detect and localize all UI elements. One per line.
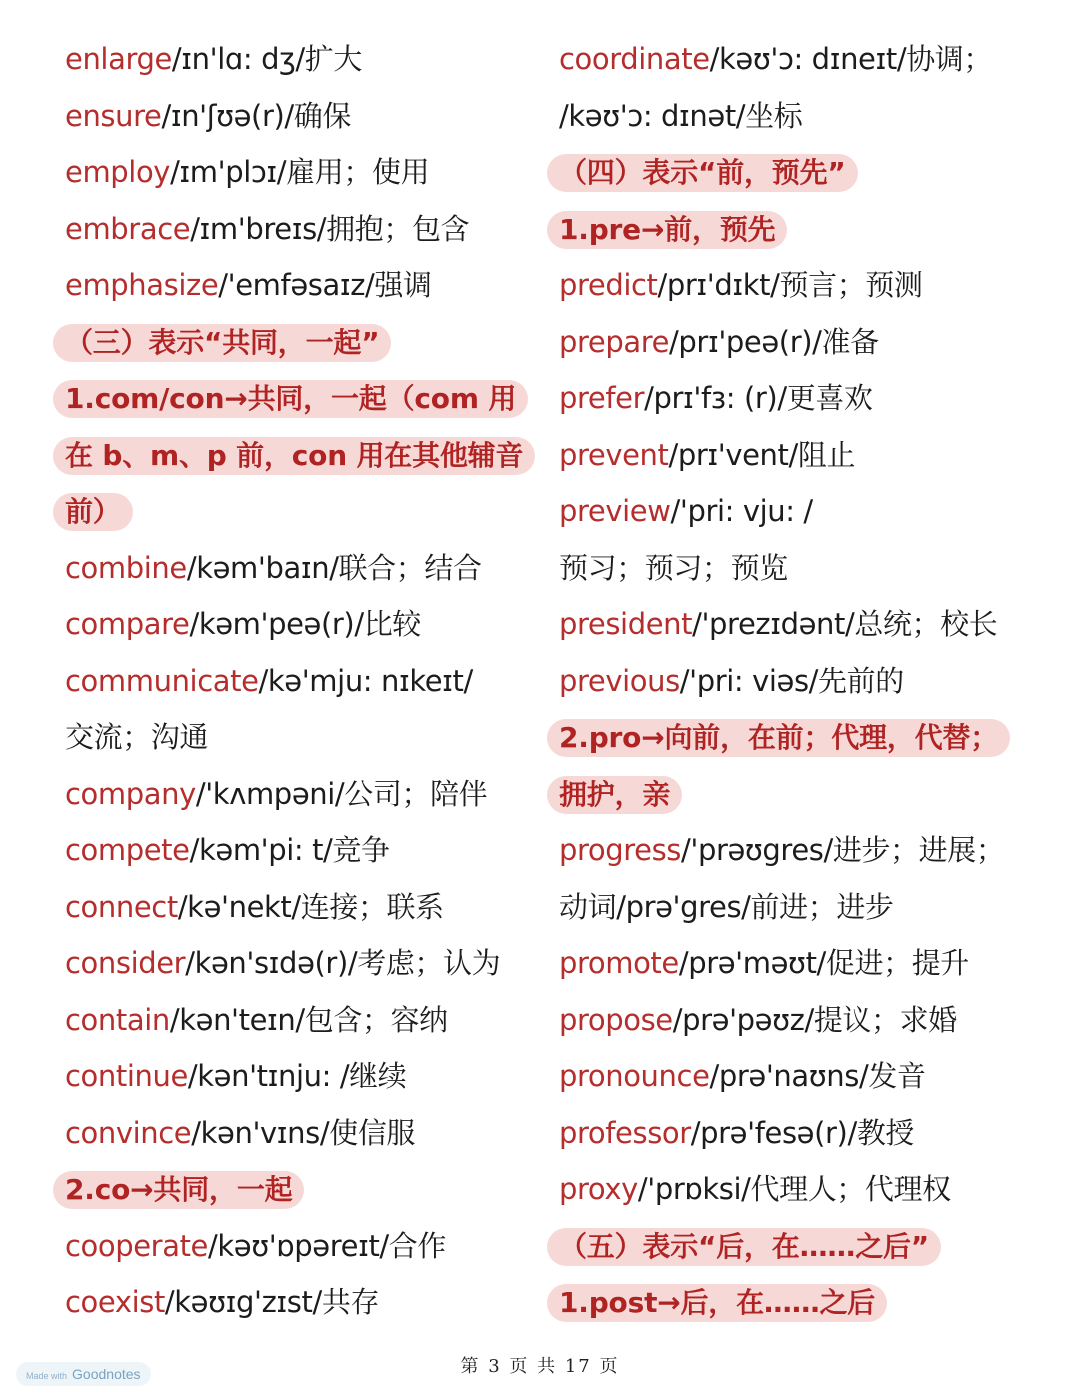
vocab-definition: /kən'tɪnju: /继续	[187, 1059, 407, 1093]
continuation-line	[559, 879, 1029, 936]
section-heading	[65, 483, 535, 540]
vocab-word: prefer	[559, 381, 645, 415]
vocab-word: proxy	[559, 1172, 638, 1206]
section-heading	[65, 427, 535, 484]
vocab-entry	[559, 992, 1029, 1049]
vocab-definition: /prɪ'vent/阻止	[668, 437, 856, 472]
vocab-definition: /'emfəsaɪz/强调	[218, 268, 432, 302]
vocab-entry	[559, 257, 1029, 314]
vocab-definition: /kəʊ'ɔ: dɪneɪt/协调；	[709, 42, 993, 76]
heading-text: 1.pre→前，预先	[547, 211, 787, 249]
heading-text: 在 b、m、p 前，con 用在其他辅音	[53, 437, 535, 475]
vocab-word: cooperate	[65, 1228, 208, 1263]
vocab-entry	[65, 1105, 535, 1162]
vocab-definition: /kən'teɪn/包含；容纳	[169, 1002, 448, 1037]
vocab-definition: /kə'nekt/连接；联系	[177, 889, 444, 924]
vocab-entry	[65, 1218, 535, 1275]
vocab-word: ensure	[65, 98, 162, 133]
heading-text: 1.com/con→共同，一起（com 用	[53, 380, 528, 418]
vocab-definition: /kəm'peə(r)/比较	[189, 607, 421, 641]
vocab-definition: /prɪ'fɜ: (r)/更喜欢	[644, 381, 873, 415]
continuation-text: /kəʊ'ɔ: dɪnət/坐标	[559, 98, 803, 133]
vocab-definition: /kən'sɪdə(r)/考虑；认为	[185, 946, 501, 980]
vocab-word: prepare	[559, 324, 670, 359]
vocab-word: continue	[65, 1059, 188, 1093]
heading-text: （三）表示“共同，一起”	[53, 324, 391, 362]
vocab-entry	[559, 822, 1029, 879]
vocab-word: contain	[65, 1002, 170, 1037]
page-footer: 第 3 页 共 17 页	[460, 1356, 620, 1377]
vocab-definition: /prə'məʊt/促进；提升	[678, 946, 969, 980]
vocab-entry	[65, 879, 535, 936]
vocab-entry	[65, 257, 535, 314]
vocab-word: prevent	[559, 437, 669, 472]
vocab-word: convince	[65, 1115, 192, 1150]
heading-text: （五）表示“后，在……之后”	[547, 1228, 941, 1266]
vocab-definition: /prɪ'dɪkt/预言；预测	[657, 268, 923, 302]
heading-text: 2.co→共同，一起	[53, 1171, 304, 1209]
vocab-word: compare	[65, 607, 190, 641]
left-column	[65, 31, 535, 1331]
vocab-word: compete	[65, 833, 190, 867]
badge-prefix: Made with	[26, 1371, 68, 1381]
vocab-entry	[559, 427, 1029, 484]
section-heading	[559, 1274, 1029, 1331]
vocab-entry	[559, 483, 1029, 540]
continuation-text: 预习；预习；预览	[559, 550, 788, 585]
continuation-line	[559, 540, 1029, 597]
vocab-definition: /'kʌmpəni/公司；陪伴	[195, 776, 488, 811]
vocab-definition: /'prezɪdənt/总统；校长	[692, 607, 998, 641]
vocab-word: company	[65, 776, 196, 811]
heading-text: （四）表示“前，预先”	[547, 154, 858, 192]
vocab-definition: /'prɒksi/代理人；代理权	[637, 1172, 951, 1206]
vocab-definition: /prə'pəʊz/提议；求婚	[672, 1002, 957, 1037]
vocab-definition: /kəʊ'ɒpəreɪt/合作	[208, 1228, 446, 1263]
vocab-entry	[65, 766, 535, 823]
vocab-definition: /kəm'pi: t/竞争	[189, 833, 390, 867]
badge-brand: Goodnotes	[72, 1366, 141, 1382]
vocab-word: professor	[559, 1115, 691, 1150]
vocab-word: communicate	[65, 663, 259, 698]
vocab-word: predict	[559, 268, 658, 302]
continuation-line	[65, 709, 535, 766]
vocab-word: connect	[65, 889, 178, 924]
vocab-word: president	[559, 607, 693, 641]
vocab-entry	[65, 1274, 535, 1331]
section-heading	[559, 766, 1029, 823]
vocab-entry	[65, 540, 535, 597]
vocab-word: promote	[559, 946, 679, 980]
vocab-definition: /'prəʊgres/进步；进展；	[681, 833, 1005, 867]
vocab-entry	[65, 1048, 535, 1105]
heading-text: 前）	[53, 493, 133, 531]
vocab-definition: /'pri: vju: /	[670, 494, 813, 528]
vocab-word: embrace	[65, 211, 191, 246]
vocab-entry	[65, 88, 535, 145]
vocab-definition: /kəm'baɪn/联合；结合	[186, 550, 482, 585]
vocab-word: consider	[65, 946, 186, 980]
vocab-word: coexist	[65, 1285, 165, 1319]
vocab-word: preview	[559, 494, 671, 528]
vocab-definition: /prə'fesə(r)/教授	[690, 1115, 915, 1150]
vocab-definition: /ɪn'ʃʊə(r)/确保	[161, 98, 351, 133]
vocab-entry	[65, 144, 535, 201]
vocab-entry	[559, 314, 1029, 371]
vocab-definition: /kə'mju: nɪkeɪt/	[258, 663, 473, 698]
vocab-definition: /'pri: viəs/先前的	[679, 663, 904, 698]
vocab-entry	[559, 370, 1029, 427]
section-heading	[65, 314, 535, 371]
continuation-line	[559, 88, 1029, 145]
section-heading	[65, 1161, 535, 1218]
vocab-word: employ	[65, 155, 171, 189]
goodnotes-badge[interactable]	[16, 1362, 151, 1386]
right-column	[559, 31, 1029, 1331]
vocab-word: progress	[559, 833, 681, 867]
vocab-entry	[65, 653, 535, 710]
vocab-word: pronounce	[559, 1059, 710, 1093]
vocab-entry	[65, 201, 535, 258]
vocab-definition: /ɪm'plɔɪ/雇用；使用	[170, 155, 430, 189]
heading-text: 1.post→后，在……之后	[547, 1284, 887, 1322]
vocab-entry	[559, 935, 1029, 992]
vocab-entry	[559, 1048, 1029, 1105]
vocab-entry	[559, 1105, 1029, 1162]
vocab-entry	[65, 935, 535, 992]
vocab-definition: /prə'naʊns/发音	[709, 1059, 926, 1093]
vocab-entry	[559, 596, 1029, 653]
section-heading	[559, 709, 1029, 766]
vocab-word: previous	[559, 663, 680, 698]
vocab-word: enlarge	[65, 42, 172, 76]
vocab-word: propose	[559, 1002, 673, 1037]
vocab-entry	[559, 653, 1029, 710]
vocab-entry	[65, 596, 535, 653]
vocab-word: coordinate	[559, 42, 710, 76]
vocab-word: combine	[65, 550, 187, 585]
vocab-definition: /prɪ'peə(r)/准备	[669, 324, 879, 359]
section-heading	[559, 201, 1029, 258]
vocab-definition: /kən'vɪns/使信服	[191, 1115, 416, 1150]
vocab-entry	[559, 31, 1029, 88]
vocab-entry	[65, 822, 535, 879]
vocab-entry	[65, 31, 535, 88]
section-heading	[559, 1218, 1029, 1275]
continuation-text: 动词/prə'gres/前进；进步	[559, 889, 894, 924]
section-heading	[559, 144, 1029, 201]
heading-text: 2.pro→向前，在前；代理，代替；	[547, 719, 1010, 757]
vocab-definition: /ɪn'lɑ: dʒ/扩大	[171, 42, 363, 76]
vocab-entry	[559, 1161, 1029, 1218]
vocab-entry	[65, 992, 535, 1049]
heading-text: 拥护，亲	[547, 776, 682, 814]
vocab-definition: /ɪm'breɪs/拥抱；包含	[190, 211, 470, 246]
continuation-text: 交流；沟通	[65, 720, 209, 754]
section-heading	[65, 370, 535, 427]
vocab-definition: /kəʊɪg'zɪst/共存	[164, 1285, 380, 1319]
vocab-word: emphasize	[65, 268, 219, 302]
